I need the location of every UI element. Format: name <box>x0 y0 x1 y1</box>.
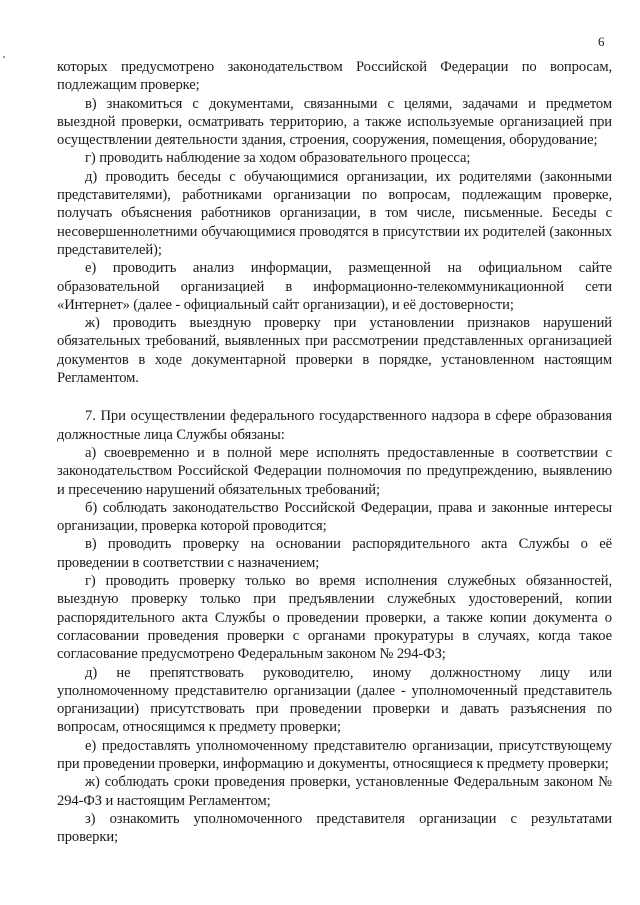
document-body <box>57 58 612 846</box>
item-7-z: з) ознакомить уполномоченного представителя организации с результатами проверки; <box>57 810 612 846</box>
margin-mark <box>3 56 5 58</box>
item-7-e: е) предоставлять уполномоченному представителю организации, присутствующему при проведении проверки, информацию и документы, относящиеся к предмету проверки; <box>57 737 612 772</box>
page-number: 6 <box>598 34 605 49</box>
item-6-g: г) проводить наблюдение за ходом образовательного процесса; <box>85 150 471 167</box>
item-6-e: е) проводить анализ информации, размещенной на официальном сайте образовательной организацией в информационно-телекоммуникационной сети «Интернет» (далее - официальный сайт организации), и её достоверности; <box>57 260 612 313</box>
section-7-intro: 7. При осуществлении федерального государственного надзора в сфере образования должностные лица Службы обязаны: <box>57 408 612 443</box>
paragraph-continuation: которых предусмотрено законодательством Российской Федерации по вопросам, подлежащим проверке; <box>57 59 612 94</box>
item-6-v: в) знакомиться с документами, связанными с целями, задачами и предметом выездной проверки, осматривать территорию, а также используемые организацией при осуществлении деятельности здания, строения, сооружения, помещения, оборудование; <box>57 95 612 149</box>
item-6-d: д) проводить беседы с обучающимися организации, их родителями (законными представителями), работниками организации по вопросам, подлежащим проверке, получать объяснения работников организации, в том числе, письменные. Беседы с несовершеннолетними обучающимися проводятся в присутствии их родителей (законных представителей); <box>57 168 612 258</box>
item-7-v: в) проводить проверку на основании распорядительного акта Службы о её проведении в соответствии с назначением; <box>57 536 612 571</box>
item-6-zh: ж) проводить выездную проверку при установлении признаков нарушений обязательных требований, выявленных при рассмотрении представленных организацией документов в ходе документарной проверки в порядке, установленном настоящим Регламентом. <box>57 315 612 387</box>
item-7-g: г) проводить проверку только во время исполнения служебных обязанностей, выездную проверку только при предъявлении служебных удостоверений, копии распорядительного акта Службы о проведении проверки, а также копии документа о согласовании проведения проверки с органами прокуратуры в случаях, когда такое согласование предусмотрено Федеральным законом № 294-ФЗ; <box>57 573 612 663</box>
item-7-zh: ж) соблюдать сроки проведения проверки, установленные Федеральным законом № 294-ФЗ и настоящим Регламентом; <box>57 774 612 809</box>
item-7-d: д) не препятствовать руководителю, иному должностному лицу или уполномоченному представителю организации (далее - уполномоченный представитель организации) присутствовать при проведении проверки и давать разъяснения по вопросам, относящимся к предмету проверки; <box>57 664 612 736</box>
item-7-b: б) соблюдать законодательство Российской Федерации, права и законные интересы организации, проверка которой проводится; <box>57 499 612 535</box>
item-7-a: а) своевременно и в полной мере исполнять предоставленные в соответствии с законодательством Российской Федерации полномочия по предупреждению, выявлению и пресечению нарушений обязательных требований; <box>57 444 612 498</box>
